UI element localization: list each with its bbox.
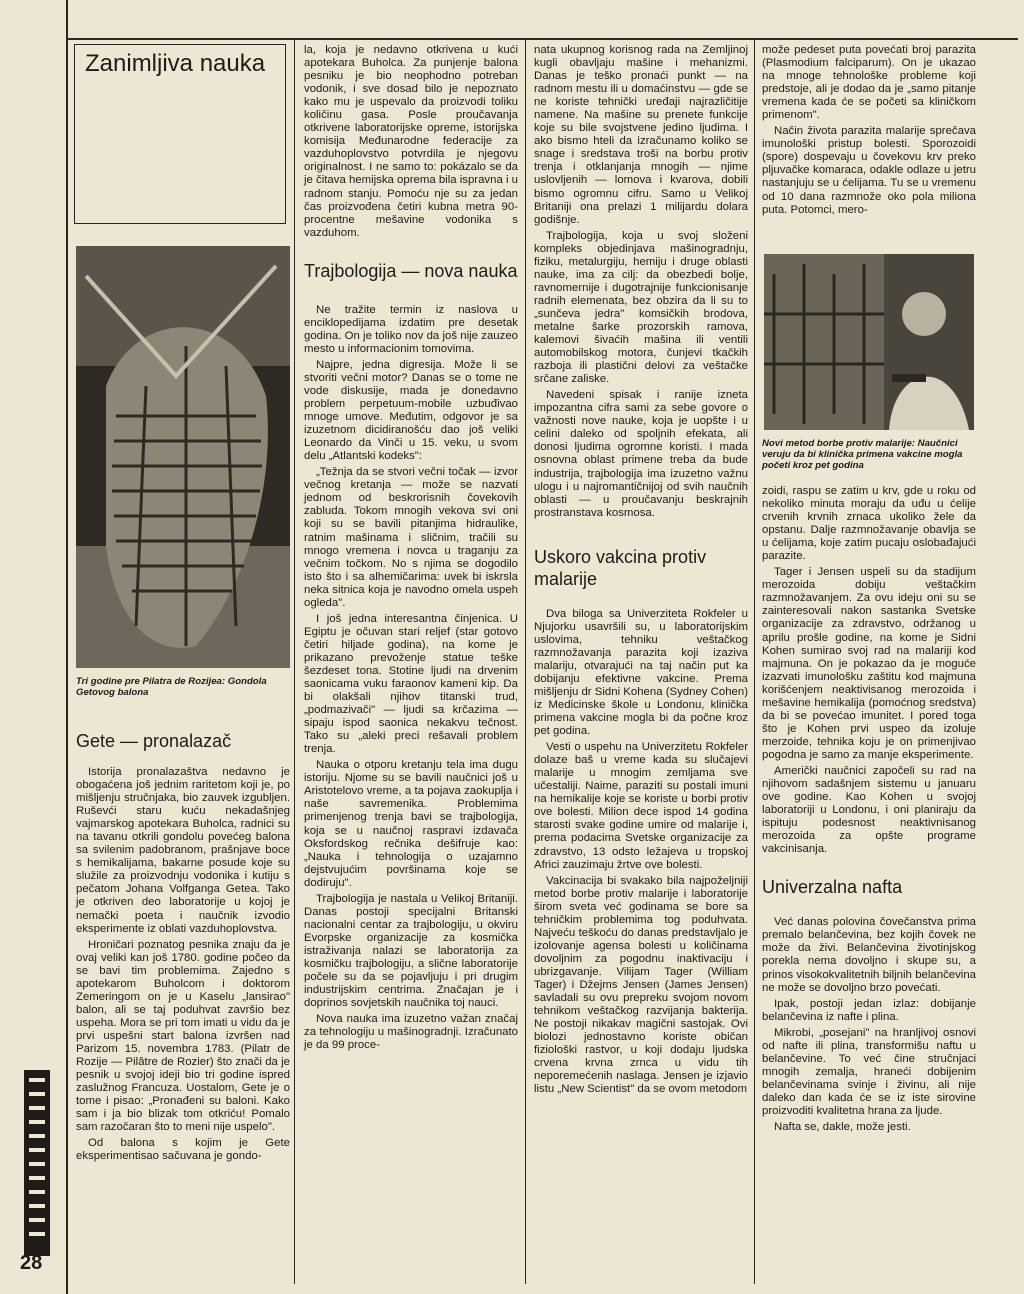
top-rule — [66, 38, 1018, 40]
photo-caption-1: Tri godine pre Pilatra de Rozijea: Gondola Getovog balona — [76, 676, 267, 698]
article-heading-nafta: Univerzalna nafta — [762, 877, 903, 898]
column-4-top — [762, 44, 976, 220]
paragraph: Američki naučnici započeli su rad na njihovom sadašnjem sistemu u januaru ove godine. Kao Kohen u svojoj laboratoriji u Londonu, i oni planiraju da ispituju podesnost neaktivnisanog merozoida za opšte programe vakcinisanja. — [762, 764, 976, 856]
paragraph: Vakcinacija bi svakako bila najpoželjniji metod borbe protiv malarije i laboratorije širom sveta već godinama se bore sa tehničkim problemima tog poduhvata. Najveću teškoću do danas predstavljalo je izolovanje agensa bolesti u količinama dovoljnim za pogodnu inaktivaciju i ubrizgavanje. Vilijam Tager (William Tager) i Džejms Jensen (James Jensen) savladali su ovu prepreku svojom novom tehnikom veštačkog razvijanja bakterija. Ne postoji nikakav magični sastojak. Ovi biolozi jednostavno koriste običan fiziološki rastvor, u koji dodaju ljudska crvena krvna zrnca u vidu tih neporemećenih naslaga. Jensen je izjavio listu „New Scientist" da se ovom metodom — [534, 874, 748, 1096]
page-number: 28 — [20, 1252, 43, 1274]
paragraph: može pedeset puta povećati broj parazita (Plasmodium falciparum). On je ukazao na mnoge tehnološke probleme koji predstoje, ali je dodao da je „samo pitanje vremena kada će se početi sa kliničkom primenom". — [762, 44, 976, 122]
paragraph: Od balona s kojim je Gete eksperimentisao sačuvana je gondo- — [76, 1137, 290, 1163]
column-rule-3 — [754, 38, 755, 1284]
article-heading-gete: Gete — pronalazač — [76, 731, 232, 751]
paragraph: Mikrobi, „posejani" na hranljivoj osnovi od nafte ili plina, transformišu naftu u belančevine. To već čine stručnjaci mnogih zemalja, hraneći dobijenim belančevinama svinje i živinu, ali nije daleko dan kada će se iz iste sirovine proizvoditi kvalitetna hrana za ljude. — [762, 1026, 976, 1117]
paragraph: „Težnja da se stvori večni točak — izvor večnog kretanja — može se nazvati jednom od beskrorisnih čovekovih zabluda. Tokom mnogih vekova svi oni koji su se bavili pitanjima hidraulike, ratnim mašinama i sličnim, tračili su mnogo vremena i novca u traganju za večnim točkom. No s njima se dogodilo isto što i sa alhemičarima: uvek bi iskrsla neka sitnica koja je navodno omela uspeh ogleda". — [304, 466, 518, 609]
paragraph: I još jedna interesantna činjenica. U Egiptu je očuvan stari reljef (star gotovo četiri hiljade godina), na kome je prikazano prevoženje statue teške šezdeset tona. Stotine ljudi na drvenim saonicama vuku faraonov kameni kip. Da bi olakšali njihov titanski trud, „podmazivači" — ljudi sa krčazima — sipaju ispod saonica nekakvu tečnost. Tako su „aleki preci rešavali problem trenja. — [304, 612, 518, 756]
photo-caption-2: Novi metod borbe protiv malarije: Naučnici veruju da bi klinička primena vakcine mogla početi kroz pet godina — [762, 438, 963, 471]
paragraph: Tager i Jensen uspeli su da stadijum merozoida dobiju veštačkim razmnožavanjem. Za ovu ideju oni su se zainteresovali nakon sastanka Svetske organizacije za zdravstvo, održanog u aprilu prošle godine, na kome je Sidni Kohen sumirao svoj rad na malariji kod majmuna. On je pokazao da je moguće izazvati imunološku zaštitu kod majmuna korišćenjem neaktivisanog merozoida i mešavine hemikalija (pomoćnog sredstva) da bi se povećao imunitet. I pored toga što je Kohen prvi uspeo da izoluje merzoide, tehnika koju je on primenjivao pogodna je samo za manje eksperimente. — [762, 566, 976, 761]
paragraph: Trajbologija, koja u svoj složeni kompleks objedinjava mašinogradnju, fiziku, metalurgiju, hemiju i druge oblasti nauke, ima za cilj: da obezbedi bolje, ravnomernije i dugotrajnije funkcionisanje radnih elemenata, bez obzira da li su to „sunčeva jedra" komsičkih brodova, metalne šarke prozorskih ramova, kalemovi šivaćih mašina ili ventili automobilskog motora, čunjevi tkačkih razboja ili plastični delovi za veštačke srčane zaliske. — [534, 229, 748, 386]
column-4-bottom — [762, 434, 976, 1137]
paragraph: Dva biloga sa Univerziteta Rokfeler u Njujorku usavršili su, u laboratorijskim uslovima, tehniku veštačkog razmnožavanja parazita koji izaziva malariju, otvarajući na taj način put ka dobijanju efektivne vakcine. Prema mišljenju dr Sidni Kohena (Sydney Cohen) iz Medicinske škole u Londonu, klinička primena vakcine mogla bi da počne kroz pet godina. — [534, 607, 749, 738]
paragraph: Vesti o uspehu na Univerzitetu Rokfeler dolaze baš u vreme kada su slučajevi malarije u mnogim zemljama sve učestaliji. Naime, paraziti su postali imuni na hemikalije koje se koriste u borbi protiv ove bolesti. Milion dece ispod 14 godina starosti svake godine umire od malarije i, prema podacima Svetske organizacije za zdravstvo, 13 odsto ležajeva u tropskoj Africi zauzimaju žrtve ove bolesti. — [534, 741, 748, 871]
paragraph: Ipak, postoji jedan izlaz: dobijanje belančevina iz nafte i plina. — [762, 997, 976, 1023]
paragraph: Navedeni spisak i ranije izneta impozantna cifra sami za sebe govore o važnosti nove nauke, koja je uopšte i u celini daleko od spoljnih efekata, ali donosi ljudima ogromne koristi. I mada osnovna oblast primene treba da bude industrija, trajbologija ima izuzetno važnu ulogu i u najromantičnijoj od svih naučnih oblasti — u proučavanju beskrajnih prostranstava kosmosa. — [534, 389, 748, 519]
column-rule-1 — [294, 38, 295, 1284]
paragraph: Nauka o otporu kretanju tela ima dugu istoriju. Njome su se bavili naučnici još u Aristotelovo vreme, a ta pojava zaokuplja i naše savremenika. Problemima primenjenog trenja bavi se trajbologija, koja se u naučnoj raspravi izdavača Oksfordskog rečnika dešifruje kao: „Nauka i tehnologija o uzajamno dejstvujućim površinama koje se dodiruju". — [304, 759, 518, 889]
paragraph: Ne tražite termin iz naslova u enciklopedijama izdatim pre desetak godina. On je toliko nov da još nije zauzeo mesto u informacionim tomovima. — [304, 303, 518, 355]
paragraph: Već danas polovina čovečanstva prima premalo belančevina, bez kojih čovek ne može da živi. Belančevina životinjskog porekla nema dovoljno i skupe su, a prinos visokokvalitetnih biljnih belančevina ne može se dovoljno brzo povećati. — [762, 916, 976, 994]
paragraph: zoidi, raspu se zatim u krv, gde u roku od nekoliko minuta moraju da uđu u ćelije crvenih krvnih zrnaca ukoliko žele da opstanu. Dalje razmnožavanje obavlja se u ćelijama, koje zatim pucaju oslobađajući parazite. — [762, 485, 976, 563]
laboratory-photo — [764, 254, 974, 430]
column-1 — [76, 672, 290, 1166]
article-heading-malarija: Uskoro vakcina protiv malarije — [534, 546, 707, 589]
column-3 — [534, 44, 748, 1099]
paragraph: Hroničari poznatog pesnika znaju da je ovaj veliki kan još 1780. godine počeo da se bavi tim problemima. Zajedno s apotekarom Buholcom i doktorom Zemeringom on je u Kaselu „lansirao" balon, ali se taj poduhvat završio bez uspeha. Mora se pri tom imati u vidu da je prvi uspešni start balona izvršen nad Parizom 15. novembra 1783. (Pilatr de Rozije — Pilâtre de Rozier) što znači da je pesnik u svojoj ideji bio tri godine ispred zaslužnog Francuza. Uostalom, Gete je o tome i pisao: „Pronađeni su baloni. Kako sam i ja bio blizak tom otkriću! Pomalo sam razočaran što to meni nije uspelo". — [76, 938, 290, 1134]
paragraph: Način života parazita malarije sprečava imunološki pristup bolesti. Sporozoidi (spore) dospevaju u čovekovu krv preko pljuvačke komaraca, odakle odlaze u jetru nastanjuju se u ćelijama. Tu se u vremenu od 10 dana razmnože oko pola miliona puta. Potomci, mero- — [762, 125, 976, 216]
column-rule-2 — [525, 38, 526, 1284]
magazine-logo — [22, 1070, 52, 1256]
paragraph: la, koja je nedavno otkrivena u kući apotekara Buholca. Za punjenje balona pesniku je bio neophodno potreban vodonik, i sve dosad bilo je nepoznato kako mu je uspevalo da proizvodi toliku količinu gasa. Posle proučavanja otkrivene laboratorijske opreme, istorijska komisija Međunarodne federacije za vazduhoplovstvo potvrdila je njegovu originalnost. I ne samo to: pokázalo se da je čitava hemijska oprema bila ispravna i u radnom stanju. Pomoću nje su za jedan čas proizvođena četiri kubna metra 90-procentne mešavine vodonika s vazduhom. — [304, 44, 518, 239]
paragraph: Nova nauka ima izuzetno važan značaj za tehnologiju u mašinogradnji. Izračunato je da 99 proce- — [304, 1013, 518, 1052]
section-title-box — [74, 44, 286, 224]
column-2 — [304, 44, 518, 1055]
paragraph: Istorija pronalazaštva nedavno je obogaćena još jednim raritetom koji je, po mišljenju stručnjaka, bio zauvek izgubljen. Ruševći staru kuću nekadašnjeg vajmarskog apotekara Buholca, radnici su na tavanu otkrili gondolu povećeg balona sa svilenim padobranom, prašnjave boce s hemikalijama, bakarne posude koje su služile za proizvodnju vodonika i kutiju s pečatom Johana Volfganga Getea. Tako je otkriven deo laboratorije u kojoj je nemački poeta i naučnik izvodio eksperimente iz oblati vazduhoplovstva. — [76, 766, 290, 935]
paragraph: Nafta se, dakle, može jesti. — [774, 1121, 911, 1134]
balloon-gondola-photo — [76, 246, 290, 668]
article-heading-trajbologija: Trajbologija — nova nauka — [304, 260, 518, 281]
left-margin-rule — [66, 0, 68, 1294]
paragraph: nata ukupnog korisnog rada na Zemljinoj kugli obavljaju mašine i mehanizmi. Danas je teško pronaći punkt — na radnom mestu ili u domaćinstvu — gde se ne koriste tehnički uređaji najrazličitije namene. Na mašine su prenete funkcije koje su bile svojstvene jedino ljudima. I ako bismo hteli da izračunamo koliko se snage i sredstava troši na borbu protiv trenja i otklanjanja mnogih — njime uslovljenih — lomova i kvarova, dobili bismo ogromnu cifru. Samo u Velikoj Britaniji ona prelazi 1 milijardu dolara godišnje. — [534, 44, 748, 226]
section-title: Zanimljiva nauka — [85, 50, 266, 77]
paragraph: Najpre, jedna digresija. Može li se stvoriti večni motor? Danas se o tome ne vode diskusije, mada je donedavno problem perpetuum-mobile uzbuđivao mnoge umove. Međutim, odgovor je sa izuzetnom dicidiranošću dao još veliki Leonardo da Vinči u 15. veku, u svom delu „Atlantski kodeks": — [304, 358, 518, 463]
paragraph: Trajbologija je nastala u Velikoj Britaniji. Danas postoji specijalni Britanski nacionalni centar za trajbologiju, u okviru Evorpske organizacije za kosmička istraživanja nalazi se laboratorija za kosmičku trajbologiju, a slične laboratorije počele su da se pojavljuju i pri drugim industrijskim centrima. Značajan je i doprinos sovjetskih naučnika toj nauci. — [304, 892, 518, 1010]
